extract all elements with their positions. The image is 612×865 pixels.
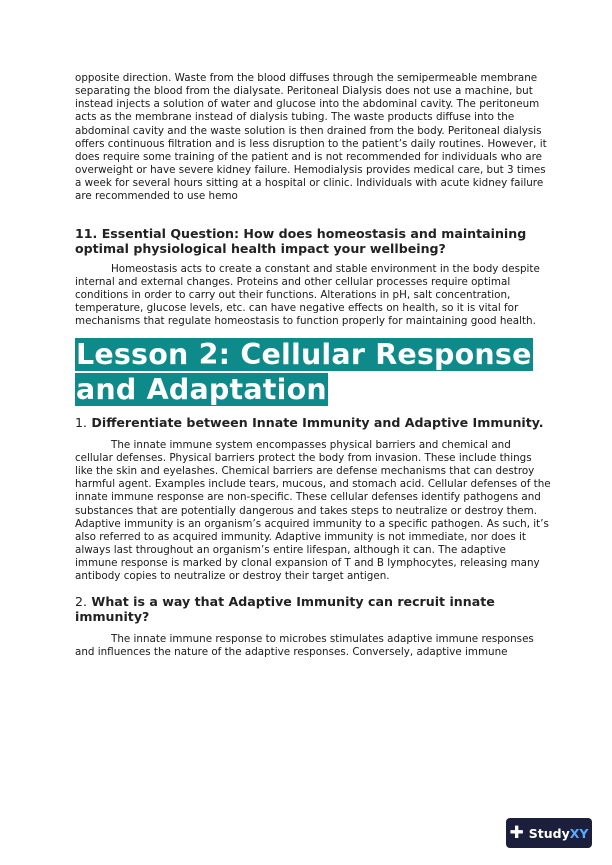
intro-paragraph: opposite direction. Waste from the blood diffuses through the semipermeable membrane separating the blood from the dialysate. Peritoneal Dialysis does not use a machine, but instead injects a solution of water and glucose into the abdominal cavity. The peritoneum acts as the membrane instead of dialysis tubing. The waste products diffuse into the abdominal cavity and the waste solution is then drained from the body. Peritoneal dialysis offers continuous filtration and is less disruption to the patient’s daily routines. However, it does require some training of the patient and is not recommended for individuals who are overweight or have severe kidney failure. Hemodialysis provides medical care, but 3 times a week for several hours sitting at a hospital or clinic. Individuals with acute kidney failure are recommended to use hemo (75, 72, 547, 203)
question-text: What is a way that Adaptive Immunity can recruit innate immunity? (75, 593, 495, 625)
question-text: Essential Question: How does homeostasis and maintaining optimal physiological health impact your wellbeing? (75, 225, 527, 257)
essential-question-heading (75, 226, 551, 257)
lesson-title-text: Lesson 2: Cellular Response and Adaptation (76, 338, 532, 407)
question-number: 11. (75, 225, 98, 241)
lesson-title (75, 337, 551, 407)
question-number: 2. (75, 593, 88, 609)
question-1-heading (75, 415, 551, 431)
studyxy-logo[interactable] (506, 818, 592, 848)
question-2-heading (75, 594, 551, 625)
question-number: 1. (75, 415, 88, 431)
question-1-answer: The innate immune system encompasses physical barriers and chemical and cellular defenses. Physical barriers protect the body from invasion. These include things like the skin and eyelashes. Chemical barriers are defense mechanisms that can destroy harmful agent. Examples include tears, mucous, and stomach acid. Cellular defenses of the innate immune response are non-specific. These cellular defenses identify pathogens and substances that are potentially dangerous and takes steps to neutralize or destroy them. Adaptive immunity is an organism’s acquired immunity to a specific pathogen. As such, it’s also referred to as acquired immunity. Adaptive immunity is not immediate, nor does it always last throughout an organism’s entire lifespan, although it can. The adaptive immune response is marked by clonal expansion of T and B lymphocytes, releasing many antibody copies to neutralize or destroy their target antigen. (75, 438, 551, 583)
logo-prefix: Study (528, 825, 570, 841)
essential-question-answer: Homeostasis acts to create a constant and stable environment in the body despite internal and external changes. Proteins and other cellular processes require optimal conditions in order to carry out their functions. Alterations in pH, salt concentration, temperature, glucose levels, etc. can have negative effects on health, so it is vital for mechanisms that regulate homeostasis to function properly for maintaining good health. (75, 262, 540, 328)
question-2-answer: The innate immune response to microbes stimulates adaptive immune responses and influences the nature of the adaptive responses. Conversely, adaptive immune (75, 632, 534, 658)
logo-suffix: XY (569, 825, 589, 841)
question-text: Differentiate between Innate Immunity and Adaptive Immunity. (91, 415, 544, 431)
plus-icon: ✚ (509, 822, 524, 843)
document-page (75, 72, 551, 659)
